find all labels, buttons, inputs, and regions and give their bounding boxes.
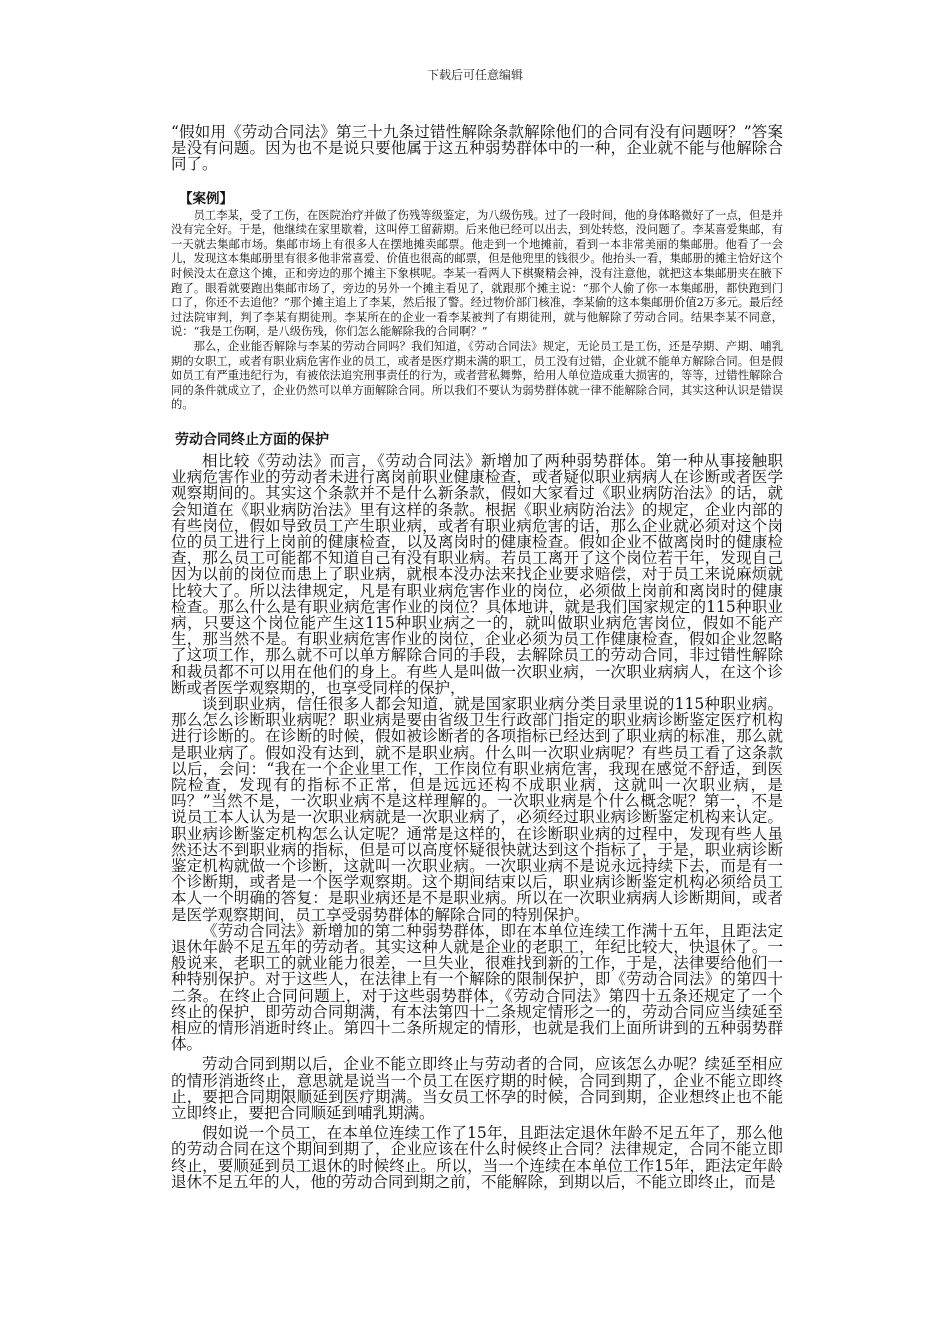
section-paragraph-1: 相比较《劳动法》而言，《劳动合同法》新增加了两种弱势群体。第一种从事接触职业病危害作业的劳动者未进行离岗前职业健康检查，或者疑似职业病病人在诊断或者医学观察期间的。其实这个条款并不是什么新条款，假如大家看过《职业病防治法》的话，就会知道在《职业病防治法》里有这样的条款。根据《职业病防治法》的规定，企业内部的有些岗位，假如导致员工产生职业病，或者有职业病危害的话，那么企业就必须对这个岗位的员工进行上岗前的健康检查，以及离岗时的健康检查。假如企业不做离岗时的健康检查，那么员工可能都不知道自己有没有职业病。若员工离开了这个岗位若干年，发现自己因为以前的岗位而患上了职业病，就根本没办法来找企业要求赔偿，对于员工来说麻烦就比较大了。所以法律规定，凡是有职业病危害作业的岗位，必须做上岗前和离岗时的健康检查。那么什么是有职业病危害作业的岗位？具体地讲，就是我们国家规定的115种职业病，只要这个岗位能产生这115种职业病之一的，就叫做职业病危害岗位，假如不能产生，那当然不是。有职业病危害作业的岗位，企业必须为员工作健康检查，假如企业忽略了这项工作，那么就不可以单方解除合同的手段，去解除员工的劳动合同，非过错性解除和裁员都不可以用在他们的身上。有些人是叫做一次职业病，一次职业病病人，在这个诊断或者医学观察期的，也享受同样的保护， [171,451,783,697]
page-header: 下载后可任意编辑 [426,68,523,82]
case-paragraph-1: 员工李某，受了工伤，在医院治疗并做了伤残等级鉴定，为八级伤残。过了一段时间，他的身体略微好了一点，但是并没有完全好。于是，他继续在家里歇着，这叫停工留薪期。后来他已经可以出去，到处转悠，没问题了。李某喜爱集邮，有一天就去集邮市场。集邮市场上有很多人在摆地摊卖邮票。他走到一个地摊前，看到一本非常美丽的集邮册。他看了一会儿，发现这本集邮册里有很多他非常喜爱、价值也很高的邮票，但是他兜里的钱很少。他抬头一看，集邮册的摊主恰好这个时候没太在意这个摊，正和旁边的那个摊主下象棋呢。李某一看两人下棋聚精会神，没有注意他，就把这本集邮册夹在腋下跑了。眼看就要跑出集邮市场了，旁边的另外一个摊主看见了，就跟那个摊主说：“那个人偷了你一本集邮册，都快跑到门口了，你还不去追他？”那个摊主追上了李某，然后报了警。经过物价部门核准，李某偷的这本集邮册价值2万多元。最后经过法院审判，判了李某有期徒刑。李某所在的企业一看李某被判了有期徒刑，就与他解除了劳动合同。结果李某不同意，说：“我是工伤啊，是八级伤残，你们怎么能解除我的合同啊？” [171,208,783,339]
intro-paragraph: “假如用《劳动合同法》第三十九条过错性解除条款解除他们的合同有没有问题呀？”答案是没有问题。因为也不是说只要他属于这五种弱势群体中的一种，企业就不能与他解除合同了。 [171,123,783,174]
section-paragraph-2: 谈到职业病，信任很多人都会知道，就是国家职业病分类目录里说的115种职业病。那么怎么诊断职业病呢？职业病是要由省级卫生行政部门指定的职业病诊断鉴定医疗机构进行诊断的。在诊断的时候，假如被诊断者的各项指标已经达到了职业病的标准，那么就是职业病了。假如没有达到，就不是职业病。什么叫一次职业病呢？有些员工看了这条款以后，会问：“我在一个企业里工作，工作岗位有职业病危害，我现在感觉不舒适，到医院检查，发现有的指标不正常，但是远远还构不成职业病，这就叫一次职业病，是吗？”当然不是，一次职业病不是这样理解的。一次职业病是个什么概念呢？第一，不是说员工本人认为是一次职业病就是一次职业病了，必须经过职业病诊断鉴定机构来认定。职业病诊断鉴定机构怎么认定呢？通常是这样的，在诊断职业病的过程中，发现有些人虽然还达不到职业病的指标，但是可以高度怀疑很快就达到这个指标了，于是，职业病诊断鉴定机构就做一个诊断，这就叫一次职业病。一次职业病不是说永远持续下去，而是有一个诊断期，或者是一个医学观察期。这个期间结束以后，职业病诊断鉴定机构必须给员工本人一个明确的答复：是职业病还是不是职业病。所以在一次职业病病人诊断期间，或者是医学观察期间，员工享受弱势群体的解除合同的特别保护。 [171,694,783,924]
section-paragraph-5: 假如说一个员工，在本单位连续工作了15年，且距法定退休年龄不足五年了，那么他的劳动合同在这个期间到期了，企业应该在什么时候终止合同？法律规定，合同不能立即终止，要顺延到员工退休的时候终止。所以，当一个连续在本单位工作15年，距法定年龄退休不足五年的人，他的劳动合同到期之前，不能解除，到期以后，不能立即终止，而是 [171,1124,783,1191]
case-heading: 【案例】 [179,190,233,207]
section-paragraph-3: 《劳动合同法》新增加的第二种弱势群体，即在本单位连续工作满十五年，且距法定退休年龄不足五年的劳动者。其实这种人就是企业的老职工，年纪比较大，快退休了。一般说来，老职工的就业能力很差，一旦失业，很难找到新的工作，于是，法律要给他们一种特别保护。对于这些人，在法律上有一个解除的限制保护，即《劳动合同法》的第四十二条。在终止合同问题上，对于这些弱势群体，《劳动合同法》第四十五条还规定了一个终止的保护，即劳动合同期满，有本法第四十二条规定情形之一的，劳动合同应当续延至相应的情形消逝时终止。第四十二条所规定的情形，也就是我们上面所讲到的五种弱势群体。 [171,921,783,1054]
section-paragraph-4: 劳动合同到期以后，企业不能立即终止与劳动者的合同，应该怎么办呢？续延至相应的情形消逝终止，意思就是说当一个员工在医疗期的时候，合同到期了，企业不能立即终止，要把合同期限顺延到医疗期满。当女员工怀孕的时候，合同到期，企业想终止也不能立即终止，要把合同顺延到哺乳期满。 [171,1055,783,1123]
case-paragraph-2: 那么，企业能否解除与李某的劳动合同吗？我们知道，《劳动合同法》规定，无论员工是工伤，还是孕期、产期、哺乳期的女职工，或者有职业病危害作业的员工，或者是医疗期未满的职工，员工没有过错，企业就不能单方解除合同。但是假如员工有严重违纪行为，有被依法追究刑事责任的行为，或者营私舞弊，给用人单位造成重大损害的，等等，过错性解除合同的条件就成立了，企业仍然可以单方面解除合同。所以我们不要认为弱势群体就一律不能解除合同，其实这种认识是错误的。 [171,339,783,412]
section-heading: 劳动合同终止方面的保护 [175,431,329,448]
document-body [171,124,783,1190]
